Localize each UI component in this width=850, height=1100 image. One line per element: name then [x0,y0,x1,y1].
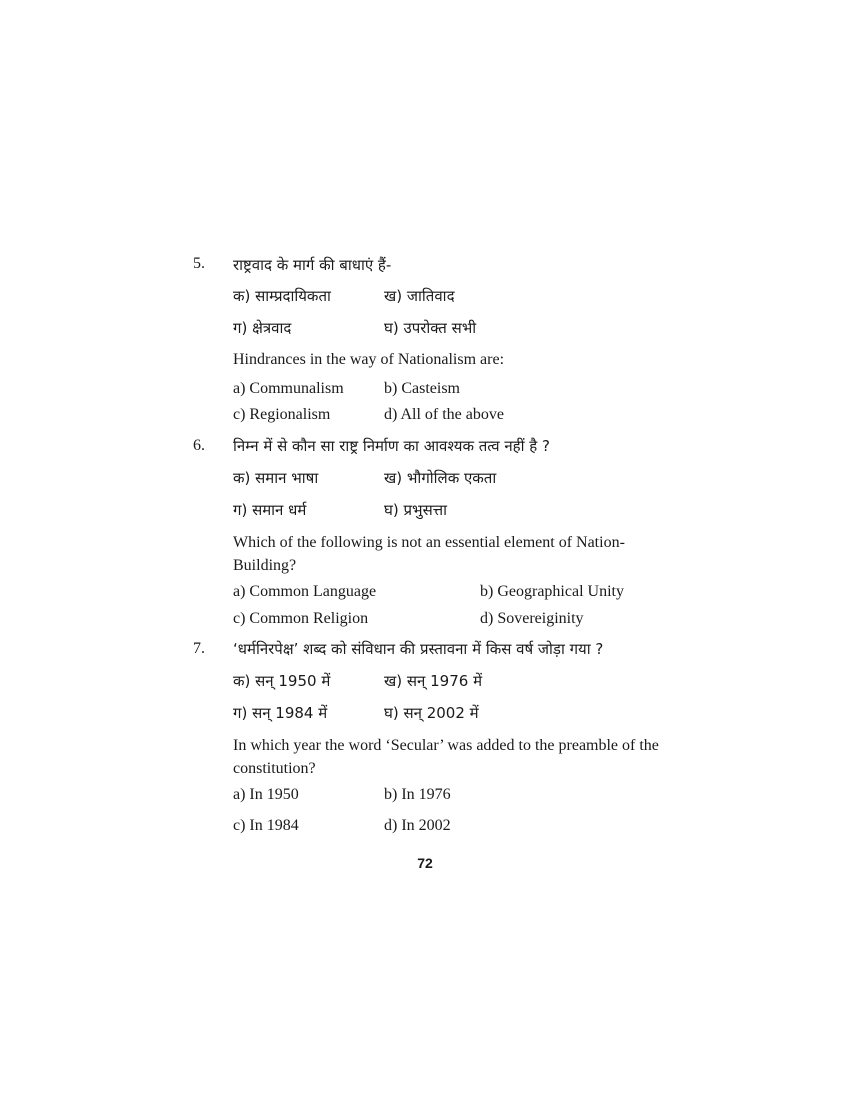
english-option-b: b) In 1976 [384,786,451,803]
english-option-a: a) Communalism [233,380,344,397]
english-option-a: a) In 1950 [233,786,299,803]
hindi-option-d: घ) सन् 2002 में [384,704,479,722]
hindi-question: राष्ट्रवाद के मार्ग की बाधाएं हैं- [233,256,392,274]
hindi-option-d: घ) उपरोक्त सभी [384,319,477,337]
hindi-option-a: क) सन् 1950 में [233,672,331,690]
question-number: 5. [193,255,205,272]
english-option-d: d) All of the above [384,406,504,423]
hindi-option-b: ख) जातिवाद [384,287,455,305]
english-question: Hindrances in the way of Nationalism are: [233,351,505,368]
english-option-b: b) Geographical Unity [480,583,624,600]
english-question: In which year the word ‘Secular’ was added to the preamble of the constitution? [233,737,659,777]
hindi-option-c: ग) सन् 1984 में [233,704,328,722]
hindi-option-a: क) साम्प्रदायिकता [233,287,331,305]
hindi-option-c: ग) क्षेत्रवाद [233,319,292,337]
hindi-question: ‘धर्मनिरपेक्ष’ शब्द को संविधान की प्रस्तावना में किस वर्ष जोड़ा गया ? [233,640,604,658]
hindi-option-a: क) समान भाषा [233,469,319,487]
english-option-d: d) In 2002 [384,817,451,834]
english-option-b: b) Casteism [384,380,460,397]
hindi-option-c: ग) समान धर्म [233,501,307,519]
english-option-c: c) Common Religion [233,610,369,627]
question-number: 7. [193,640,205,657]
page-number: 72 [417,855,433,871]
english-option-c: c) Regionalism [233,406,331,423]
hindi-question: निम्न में से कौन सा राष्ट्र निर्माण का आवश्यक तत्व नहीं है ? [233,437,550,455]
english-option-c: c) In 1984 [233,817,299,834]
question-number: 6. [193,437,205,454]
hindi-option-b: ख) सन् 1976 में [384,672,483,690]
english-option-d: d) Sovereiginity [480,610,584,627]
hindi-option-b: ख) भौगोलिक एकता [384,469,497,487]
english-question: Which of the following is not an essential element of Nation-Building? [233,534,625,574]
hindi-option-d: घ) प्रभुसत्ता [384,501,447,519]
english-option-a: a) Common Language [233,583,377,600]
